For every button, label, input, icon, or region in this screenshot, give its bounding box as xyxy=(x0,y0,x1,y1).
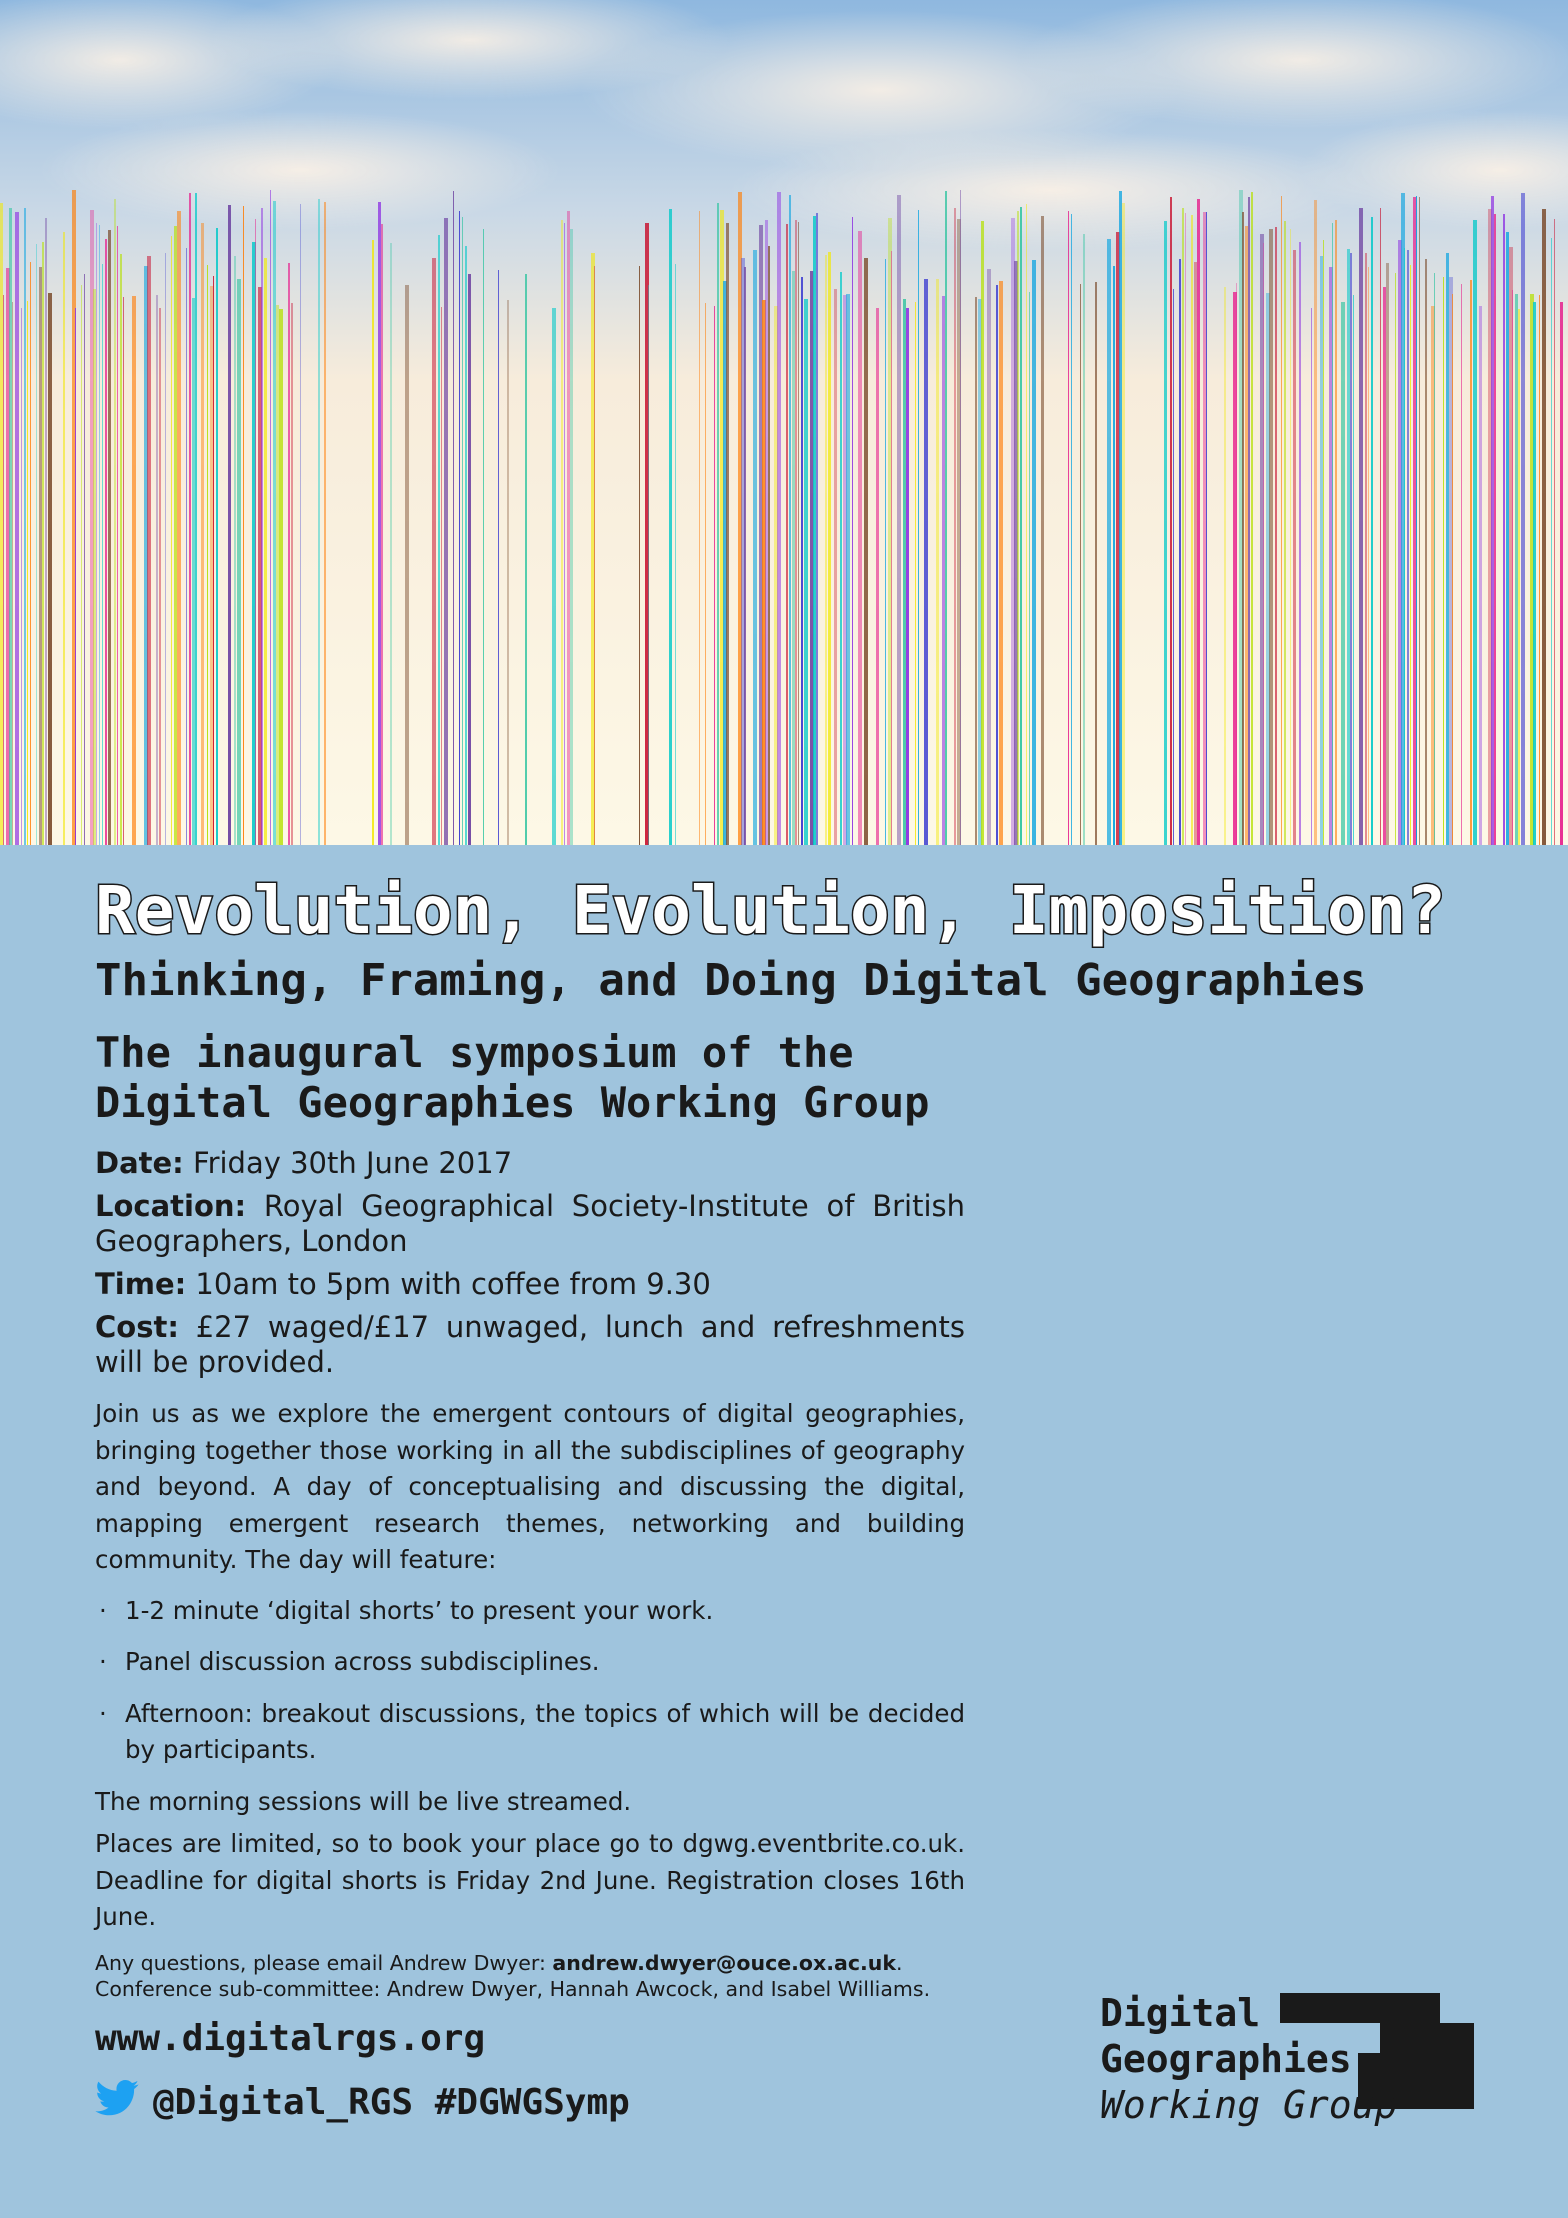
glitch-stripe xyxy=(105,239,107,845)
glitch-stripe xyxy=(648,285,649,845)
glitch-stripe xyxy=(213,276,214,845)
contact-email-link[interactable]: andrew.dwyer@ouce.ox.ac.uk xyxy=(552,1950,897,1975)
glitch-stripe xyxy=(777,192,781,845)
glitch-stripe xyxy=(1551,238,1552,845)
time-label: Time: xyxy=(95,1267,187,1301)
contact-suffix: . xyxy=(896,1950,903,1975)
social-handle[interactable]: @Digital_RGS #DGWGSymp xyxy=(153,2082,630,2123)
glitch-stripe xyxy=(1359,208,1363,845)
feature-list xyxy=(95,1593,965,1769)
glitch-stripe xyxy=(1365,253,1367,845)
date-value: Friday 30th June 2017 xyxy=(183,1146,513,1180)
glitch-stripe xyxy=(1452,294,1453,845)
clouds xyxy=(0,0,1568,250)
glitch-stripe xyxy=(1479,306,1482,845)
glitch-stripe xyxy=(753,250,757,845)
dgwg-logo xyxy=(1100,1990,1480,2127)
glitch-stripe xyxy=(1410,265,1411,845)
glitch-stripe xyxy=(945,191,947,845)
glitch-stripe xyxy=(567,211,570,845)
glitch-stripe xyxy=(1122,203,1125,845)
glitch-stripe xyxy=(15,212,19,845)
glitch-stripe xyxy=(237,279,241,845)
glitch-stripe xyxy=(1263,243,1264,845)
glitch-stripe xyxy=(117,226,118,845)
glitch-stripe xyxy=(291,303,293,845)
glitch-stripe xyxy=(858,231,862,845)
glitch-stripe xyxy=(1185,213,1186,845)
glitch-stripe xyxy=(1236,283,1237,845)
glitch-stripe xyxy=(846,294,850,845)
glitch-stripe xyxy=(1332,223,1333,845)
glitch-stripe xyxy=(816,213,818,845)
committee-text: Conference sub-committee: Andrew Dwyer, Hannah Awcock, and Isabel Williams. xyxy=(95,1976,931,2001)
website-link[interactable]: www.digitalrgs.org xyxy=(95,2018,486,2059)
glitch-stripe xyxy=(1347,249,1350,845)
glitch-stripe xyxy=(675,264,676,845)
twitter-bird-icon[interactable] xyxy=(95,2080,139,2125)
glitch-stripe xyxy=(1179,259,1181,845)
glitch-stripe xyxy=(564,223,565,845)
glitch-stripe xyxy=(165,253,166,845)
glitch-stripe xyxy=(96,223,97,845)
location-label: Location: xyxy=(95,1189,247,1223)
glitch-stripe xyxy=(1503,214,1505,845)
glitch-stripe xyxy=(699,211,700,845)
glitch-stripe xyxy=(1368,267,1369,845)
glitch-stripe xyxy=(75,308,76,845)
glitch-stripe xyxy=(1290,229,1291,845)
glitch-stripe xyxy=(864,258,868,845)
glitch-stripe xyxy=(1173,289,1174,845)
glitch-stripe xyxy=(792,271,795,845)
glitch-stripe xyxy=(1371,217,1373,845)
glitch-stripe xyxy=(891,251,892,845)
inaugural-line-1: The inaugural symposium of the xyxy=(95,1028,854,1077)
glitch-stripe xyxy=(1029,292,1030,845)
glitch-stripe xyxy=(1335,220,1337,845)
glitch-stripe xyxy=(1197,199,1200,845)
glitch-stripe xyxy=(1164,221,1167,845)
glitch-stripe xyxy=(405,285,409,845)
glitch-stripe xyxy=(975,297,977,845)
glitch-stripe xyxy=(525,274,527,845)
glitch-stripe xyxy=(1119,191,1122,845)
glitch-stripe xyxy=(1512,290,1513,845)
date-label: Date: xyxy=(95,1146,184,1180)
glitch-stripe xyxy=(123,297,124,845)
feature-item: · 1-2 minute ‘digital shorts’ to present your work. xyxy=(95,1593,965,1630)
glitch-stripe xyxy=(243,206,244,845)
glitch-stripe xyxy=(195,193,197,845)
glitch-stripe xyxy=(1311,308,1312,845)
event-details xyxy=(95,1146,965,1388)
glitch-stripe xyxy=(441,307,442,845)
glitch-stripe xyxy=(453,191,454,845)
glitch-stripe xyxy=(897,195,901,845)
glitch-stripe xyxy=(1242,212,1244,845)
glitch-stripe xyxy=(1353,295,1354,845)
glitch-stripe xyxy=(825,255,827,845)
glitch-stripe xyxy=(174,226,177,845)
glitch-stripe xyxy=(1560,302,1563,845)
inaugural-line-2: Digital Geographies Working Group xyxy=(95,1078,930,1127)
glitch-stripe xyxy=(798,222,799,845)
glitch-stripe xyxy=(1407,250,1409,845)
glitch-stripe xyxy=(594,266,595,845)
glitch-stripe xyxy=(186,248,187,845)
glitch-stripe xyxy=(1251,192,1253,845)
glitch-stripe xyxy=(483,229,484,845)
glitch-stripe xyxy=(300,204,301,845)
glitch-stripe xyxy=(1404,248,1405,845)
glitch-stripe xyxy=(1275,227,1277,845)
glitch-stripe xyxy=(114,199,116,845)
glitch-stripe xyxy=(120,254,122,845)
glitch-stripe xyxy=(1284,221,1286,845)
glitch-stripe xyxy=(279,309,283,845)
glitch-stripe xyxy=(0,203,3,845)
glitch-stripe xyxy=(1269,229,1273,845)
glitch-stripe xyxy=(36,244,37,845)
glitch-stripe xyxy=(1017,211,1019,845)
glitch-stripe xyxy=(714,306,715,845)
glitch-stripe xyxy=(1419,197,1420,845)
glitch-stripe xyxy=(1518,309,1520,845)
glitch-stripe xyxy=(1248,197,1250,845)
glitch-stripe xyxy=(1191,215,1193,845)
glitch-stripe xyxy=(987,269,991,845)
time-row xyxy=(95,1267,965,1302)
glitch-stripe xyxy=(24,208,26,845)
glitch-stripe xyxy=(498,270,499,845)
glitch-stripe xyxy=(801,277,803,845)
glitch-stripe xyxy=(876,308,879,845)
glitch-stripe xyxy=(228,205,231,845)
glitch-stripe xyxy=(63,232,65,845)
logo-line-1: Digital xyxy=(1100,1991,1261,2035)
glitch-stripe xyxy=(1083,234,1085,845)
glitch-stripe xyxy=(1182,208,1184,845)
glitch-stripe xyxy=(390,243,392,845)
glitch-stripe xyxy=(1107,239,1111,845)
location-row xyxy=(95,1189,965,1259)
glitch-stripe xyxy=(960,190,961,845)
feature-item: · Panel discussion across subdisciplines. xyxy=(95,1644,965,1681)
glitch-stripe xyxy=(936,279,939,845)
glitch-stripe xyxy=(177,211,181,845)
contact-prefix: Any questions, please email Andrew Dwyer: xyxy=(95,1950,553,1975)
glitch-stripe xyxy=(465,246,467,845)
glitch-stripe xyxy=(1425,259,1427,845)
glitch-stripe xyxy=(1281,196,1282,845)
glitch-stripe xyxy=(264,258,267,845)
glitch-stripe xyxy=(795,220,797,845)
glitch-stripe xyxy=(438,235,440,845)
glitch-stripe xyxy=(1245,226,1248,845)
date-row xyxy=(95,1146,965,1181)
glitch-stripe xyxy=(1095,282,1097,845)
glitch-stripe xyxy=(570,229,573,845)
glitch-stripe xyxy=(1194,262,1197,845)
glitch-stripe xyxy=(1293,250,1296,845)
glitch-stripe xyxy=(1041,216,1044,845)
cost-row xyxy=(95,1310,965,1380)
glitch-stripe xyxy=(318,199,320,845)
glitch-stripe xyxy=(918,210,919,845)
glitch-stripe xyxy=(789,195,791,845)
glitch-stripe xyxy=(1032,260,1036,845)
glitch-stripe xyxy=(21,308,22,845)
glitch-stripe xyxy=(786,224,788,845)
glitch-stripe xyxy=(381,224,383,845)
glitch-stripe xyxy=(924,279,928,845)
glitch-stripe xyxy=(108,230,111,845)
glitch-stripe xyxy=(1299,242,1301,845)
glitch-stripe xyxy=(1224,287,1226,845)
logo-line-3: Working Group xyxy=(1100,2083,1398,2127)
glitch-stripe xyxy=(1068,211,1069,845)
glitch-stripe xyxy=(1542,209,1546,845)
contact-paragraph xyxy=(95,1950,965,2002)
glitch-stripe xyxy=(444,218,448,845)
glitch-stripe xyxy=(1071,214,1072,845)
social-row xyxy=(95,2080,630,2125)
glitch-stripe xyxy=(828,252,831,845)
glitch-stripe xyxy=(255,219,256,845)
glitch-stripe xyxy=(1350,253,1352,845)
glitch-stripe xyxy=(288,263,290,845)
glitch-stripe xyxy=(1314,200,1317,845)
glitch-stripe xyxy=(102,264,103,845)
location-value: Royal Geographical Society-Institute of British Geographers, London xyxy=(95,1189,965,1258)
glitch-stripe xyxy=(1461,284,1462,845)
glitch-stripe xyxy=(942,296,945,845)
glitch-stripe xyxy=(207,265,208,845)
logo-text xyxy=(1100,1990,1397,2128)
glitch-stripe xyxy=(1521,193,1525,845)
glitch-stripe xyxy=(996,285,998,845)
glitch-stripe xyxy=(1473,220,1477,845)
glitch-stripe xyxy=(99,225,100,845)
intro-paragraph: Join us as we explore the emergent contours of digital geographies, bringing together those working in all the subdisciplines of geography and beyond. A day of conceptualising and discussing the digital, mapping emergent research themes, networking and building community. The day will feature: xyxy=(95,1399,965,1574)
glitch-stripe xyxy=(1026,204,1027,845)
glitch-stripe xyxy=(552,308,556,845)
glitch-stripe xyxy=(1434,273,1435,845)
glitch-stripe xyxy=(30,262,31,845)
glitch-stripe xyxy=(468,274,471,845)
glitch-stripe xyxy=(216,228,218,845)
glitch-stripe xyxy=(744,267,746,845)
poster-subtitle: Thinking, Framing, and Doing Digital Geographies xyxy=(95,955,1367,1006)
glitch-stripe xyxy=(192,298,195,845)
glitch-stripe xyxy=(1341,302,1345,845)
glitch-stripe xyxy=(81,285,82,845)
glitch-stripe xyxy=(1533,302,1536,845)
feature-item: · Afternoon: breakout discussions, the topics of which will be decided by participants. xyxy=(95,1696,965,1769)
glitch-stripe xyxy=(1203,212,1206,845)
glitch-stripe xyxy=(273,201,276,845)
glitch-stripe xyxy=(84,274,85,845)
glitch-stripe xyxy=(1470,280,1472,845)
glitch-stripe xyxy=(189,193,191,845)
glitch-stripe xyxy=(717,203,719,845)
glitch-stripe xyxy=(42,242,44,845)
poster-title: Revolution, Evolution, Imposition? xyxy=(95,872,1447,949)
glitch-stripe xyxy=(1380,208,1381,845)
glitch-stripe xyxy=(93,289,96,845)
glitch-stripe xyxy=(378,202,381,845)
glitch-stripe xyxy=(1383,287,1386,845)
glitch-stripe xyxy=(201,223,204,845)
glitch-stripe xyxy=(27,301,28,845)
event-description xyxy=(95,1396,965,2002)
glitch-stripe xyxy=(1323,240,1324,845)
glitch-stripe xyxy=(768,246,770,845)
glitch-stripe xyxy=(507,300,509,845)
glitch-stripe xyxy=(1491,196,1494,845)
glitch-stripe xyxy=(1515,294,1518,845)
glitch-stripe xyxy=(726,223,729,845)
glitch-stripe xyxy=(954,208,956,845)
glitch-stripe xyxy=(12,302,13,845)
hero-image xyxy=(0,0,1568,845)
booking-paragraph: Places are limited, so to book your place go to dgwg.eventbrite.co.uk. Deadline for digital shorts is Friday 2nd June. Registration closes 16th June. xyxy=(95,1829,965,1931)
time-value: 10am to 5pm with coffee from 9.30 xyxy=(186,1267,711,1301)
cost-label: Cost: xyxy=(95,1310,179,1344)
glitch-stripe xyxy=(915,302,916,845)
glitch-stripe xyxy=(1080,284,1081,845)
glitch-stripe xyxy=(1494,214,1496,845)
glitch-stripe xyxy=(765,220,768,845)
glitch-stripe xyxy=(804,299,808,845)
glitch-stripe xyxy=(906,308,909,845)
glitch-stripe xyxy=(234,256,236,845)
glitch-stripe xyxy=(1386,263,1389,845)
glitch-stripe xyxy=(171,236,172,845)
glitch-stripe xyxy=(132,296,136,845)
glitch-stripe xyxy=(147,256,151,845)
glitch-stripe xyxy=(9,208,12,845)
glitch-stripe xyxy=(669,209,672,845)
glitch-stripe xyxy=(1446,253,1449,845)
glitch-stripe xyxy=(561,220,563,845)
glitch-stripe xyxy=(459,211,460,845)
glitch-stripe xyxy=(903,299,906,845)
glitch-stripe xyxy=(324,202,326,845)
glitch-stripe xyxy=(432,258,436,845)
glitch-stripe xyxy=(48,293,52,845)
glitch-stripe xyxy=(1539,295,1540,845)
glitch-stripe xyxy=(981,221,984,845)
glitch-stripe xyxy=(1443,277,1444,845)
glitch-stripe xyxy=(1506,232,1509,845)
glitch-stripe xyxy=(834,289,837,845)
glitch-stripe xyxy=(1320,256,1323,845)
glitch-stripe xyxy=(276,305,279,845)
glitch-stripe xyxy=(261,208,263,845)
glitch-stripe xyxy=(840,272,842,845)
glitch-stripe xyxy=(639,266,640,845)
glitch-stripe xyxy=(1416,196,1417,845)
glitch-stripe xyxy=(159,308,161,845)
glitch-stripe xyxy=(372,240,374,845)
cost-value: £27 waged/£17 unwaged, lunch and refreshments will be provided. xyxy=(95,1310,965,1379)
glitch-stripe xyxy=(3,295,4,845)
glitch-stripe xyxy=(1206,212,1207,845)
glitch-stripe xyxy=(462,217,463,845)
glitch-stripe xyxy=(1113,266,1115,845)
glitch-stripe xyxy=(999,281,1003,845)
glitch-stripe xyxy=(270,190,271,845)
glitch-stripe xyxy=(705,303,706,845)
glitch-stripe xyxy=(813,216,816,845)
glitch-stripe xyxy=(1395,273,1396,845)
glitch-stripe xyxy=(1554,219,1555,845)
inaugural-heading xyxy=(95,1028,995,1128)
glitch-stripe xyxy=(45,218,47,845)
logo-line-2: Geographies xyxy=(1100,2037,1352,2081)
glitch-stripe xyxy=(1170,197,1172,845)
glitch-stripe xyxy=(156,295,158,845)
glitch-stripe xyxy=(852,217,853,845)
live-stream-note: The morning sessions will be live streamed. xyxy=(95,1786,632,1816)
glitch-stripe xyxy=(39,267,42,845)
glitch-stripe xyxy=(1020,207,1022,845)
glitch-stripe xyxy=(885,259,886,845)
